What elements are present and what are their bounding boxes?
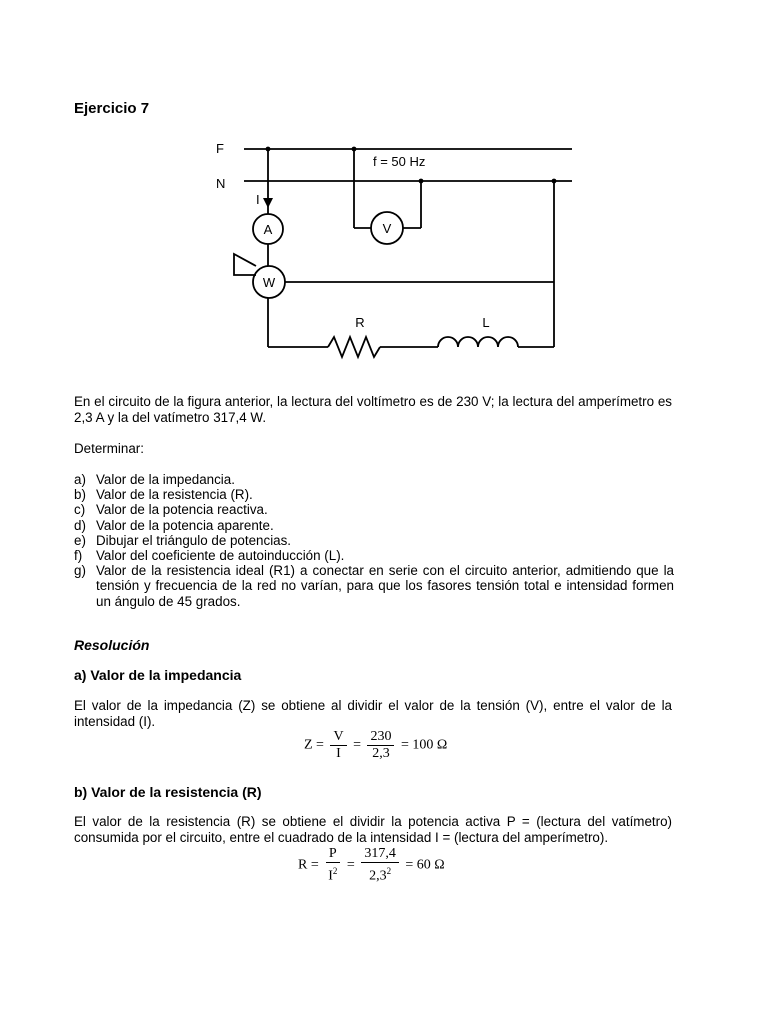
wattmeter-label: W: [262, 275, 276, 290]
section-b-title: b) Valor de la resistencia (R): [74, 784, 262, 800]
question-list: [74, 472, 674, 609]
resistor-label: R: [355, 315, 365, 330]
list-item: g) Valor de la resistencia ideal (R1) a conectar en serie con el circuito anterior, admitiendo que la tensión y frecuencia de la red no varían, para que los fasores tensión total e intensidad formen un ángulo de 45 grados.: [74, 563, 674, 609]
list-item: f) Valor del coeficiente de autoinducción (L).: [74, 548, 345, 564]
section-b-text: El valor de la resistencia (R) se obtiene el dividir la potencia activa P = (lectura del vatímetro) consumida por el circuito, entre el cuadrado de la intensidad I = (lectura del amperímetro).: [74, 814, 672, 845]
list-item: d) Valor de la potencia aparente.: [74, 517, 274, 533]
resistance-formula: R = $\frac{P}{I^2}$ = $\frac{317,4}{2,3^2}$ = 60 Ω: [298, 846, 445, 884]
circuit-label-i: I: [256, 192, 260, 207]
list-item: e) Dibujar el triángulo de potencias.: [74, 532, 292, 548]
section-a-text: El valor de la impedancia (Z) se obtiene al dividir el valor de la tensión (V), entre el valor de la intensidad (I).: [74, 698, 672, 729]
resolution-title: Resolución: [74, 637, 150, 653]
inductor-label: L: [482, 315, 490, 330]
voltmeter-label: V: [382, 221, 392, 236]
circuit-frequency-label: f = 50 Hz: [373, 154, 426, 169]
circuit-label-f: F: [216, 141, 224, 156]
determine-label: Determinar:: [74, 441, 144, 456]
impedance-formula: Z = $\frac{V}{I}$ = $\frac{230}{2,3}$ = 100 Ω: [304, 729, 448, 761]
list-item: b) Valor de la resistencia (R).: [74, 487, 253, 503]
exercise-title: Ejercicio 7: [74, 100, 150, 117]
list-item: a) Valor de la impedancia.: [74, 472, 235, 487]
list-item: c) Valor de la potencia reactiva.: [74, 502, 268, 518]
circuit-label-n: N: [216, 176, 226, 191]
section-a-title: a) Valor de la impedancia: [74, 667, 242, 683]
problem-statement: En el circuito de la figura anterior, la lectura del voltímetro es de 230 V; la lectura del amperímetro es 2,3 A y la del vatímetro 317,4 W.: [74, 394, 672, 425]
ammeter-label: A: [263, 222, 273, 237]
circuit-diagram: [0, 0, 768, 380]
